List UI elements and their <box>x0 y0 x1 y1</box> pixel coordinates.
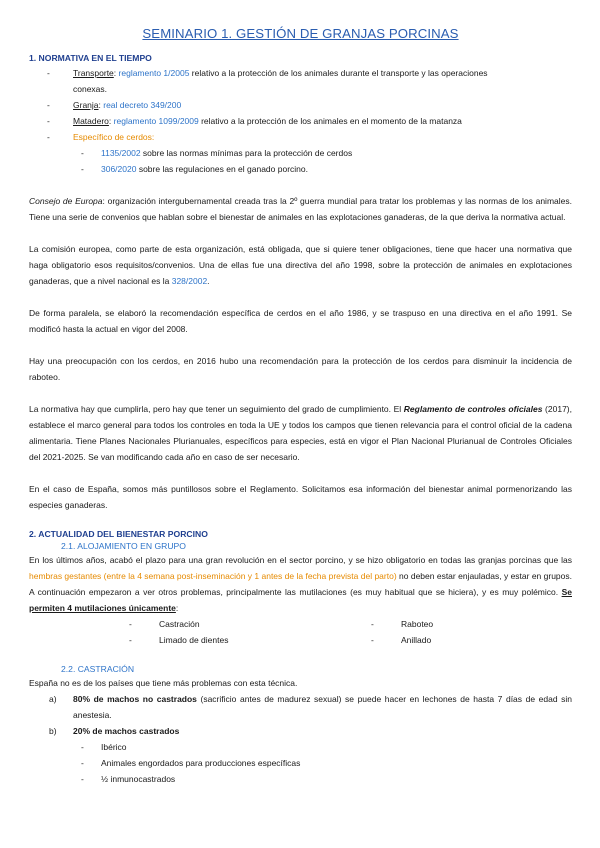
paragraph-raboteo: Hay una preocupación con los cerdos, en 2016 hubo una recomendación para la protección de los cerdos para disminuir la incidencia de raboteo. <box>29 356 572 382</box>
paragraph-alojamiento: En los últimos años, acabó el plazo para una gran revolución en el sector porcino, y se hizo obligatorio en todas las granjas porcinas que las hembras gestantes (entre la 4 semana post-inseminación y 1 antes de la fecha prevista del parto) no deben estar enjauladas, y estar en grupos. A continuación empezaron a ver otros problemas, principalmente las mutilaciones (es muy habitual que se hiciera), y es muy polémico. Se permiten 4 mutilaciones únicamente: <box>29 555 573 613</box>
section-heading-actualidad: 2. ACTUALIDAD DEL BIENESTAR PORCINO <box>29 529 208 539</box>
list-item-transporte-cont: conexas. <box>73 84 108 94</box>
subsection-heading-castracion: 2.2. CASTRACIÓN <box>61 664 135 674</box>
subsection-heading-alojamiento: 2.1. ALOJAMIENTO EN GRUPO <box>61 541 186 551</box>
section-heading-normativa: 1. NORMATIVA EN EL TIEMPO <box>29 53 152 63</box>
paragraph-comision-europea: La comisión europea, como parte de esta organización, está obligada, que si quiere tener obligaciones, tiene que hacer una normativa que haga obligatorio esos requisitos/convenios. Una de ellas fue una directiva del año 1998, sobre la protección de animales en explotaciones ganaderas, que a nivel nacional es la 328/2002. <box>29 244 572 286</box>
list-item-transporte: - Transporte: reglamento 1/2005 relativo a la protección de los animales durante el transporte y las operaciones <box>47 68 488 78</box>
paragraph-castracion: España no es de los países que tiene más problemas con esta técnica. <box>29 678 298 688</box>
sublist-item-1135: - 1135/2002 sobre las normas mínimas para la protección de cerdos <box>81 148 353 158</box>
list-item: - Raboteo <box>371 619 434 629</box>
list-item-cerdos: - Específico de cerdos: <box>47 132 155 142</box>
paragraph-reglamento-controles: La normativa hay que cumplirla, pero hay que tener un seguimiento del grado de cumplimiento. El Reglamento de controles oficiales (2017), establece el marco general para todos los controles en toda la UE y todos los campos que tienen relevancia para el control oficial de la cadena alimentaria. Tiene Planes Nacionales Plurianuales, específicos para especies, está en vigor el Plan Nacional Plurianual de Controles Oficiales del 2021-2025. Se van modificando cada año en caso de ser necesario. <box>29 404 572 462</box>
list-item-a: a) 80% de machos no castrados (sacrificio antes de madurez sexual) se puede hacer en lechones de hasta 7 días de edad sin anestesia. <box>49 694 573 720</box>
list-item: - Animales engordados para producciones específicas <box>81 758 301 768</box>
list-item-granja: - Granja: real decreto 349/200 <box>47 100 182 110</box>
mutilations-list <box>29 616 572 648</box>
paragraph-espana-reglamento: En el caso de España, somos más puntillosos sobre el Reglamento. Solicitamos esa información del bienestar animal pormenorizando las especies ganaderas. <box>29 484 572 510</box>
list-item: - Limado de dientes <box>129 635 229 645</box>
page-title: SEMINARIO 1. GESTIÓN DE GRANJAS PORCINAS <box>142 26 459 41</box>
sublist-item-306: - 306/2020 sobre las regulaciones en el ganado porcino. <box>81 164 308 174</box>
list-item-b: b) 20% de machos castrados <box>49 726 180 736</box>
list-item: - Castración <box>129 619 200 629</box>
list-item: - ½ inmunocastrados <box>81 774 176 784</box>
paragraph-consejo-europa: Consejo de Europa: organización intergubernamental creada tras la 2º guerra mundial para tratar los problemas y las normas de los animales. Tiene una serie de convenios que hablan sobre el bienestar de animales en las explotaciones ganaderas, de la que deriva la normativa actual. <box>29 196 572 222</box>
list-item: - Anillado <box>371 635 432 645</box>
paragraph-recomendacion-cerdos: De forma paralela, se elaboró la recomendación específica de cerdos en el año 1986, y se traspuso en una directiva en el año 1991. Se modificó hasta la actual en vigor del 2008. <box>29 308 572 334</box>
list-item-matadero: - Matadero: reglamento 1099/2009 relativo a la protección de los animales en el momento de la matanza <box>47 116 462 126</box>
list-item: - Ibérico <box>81 742 127 752</box>
